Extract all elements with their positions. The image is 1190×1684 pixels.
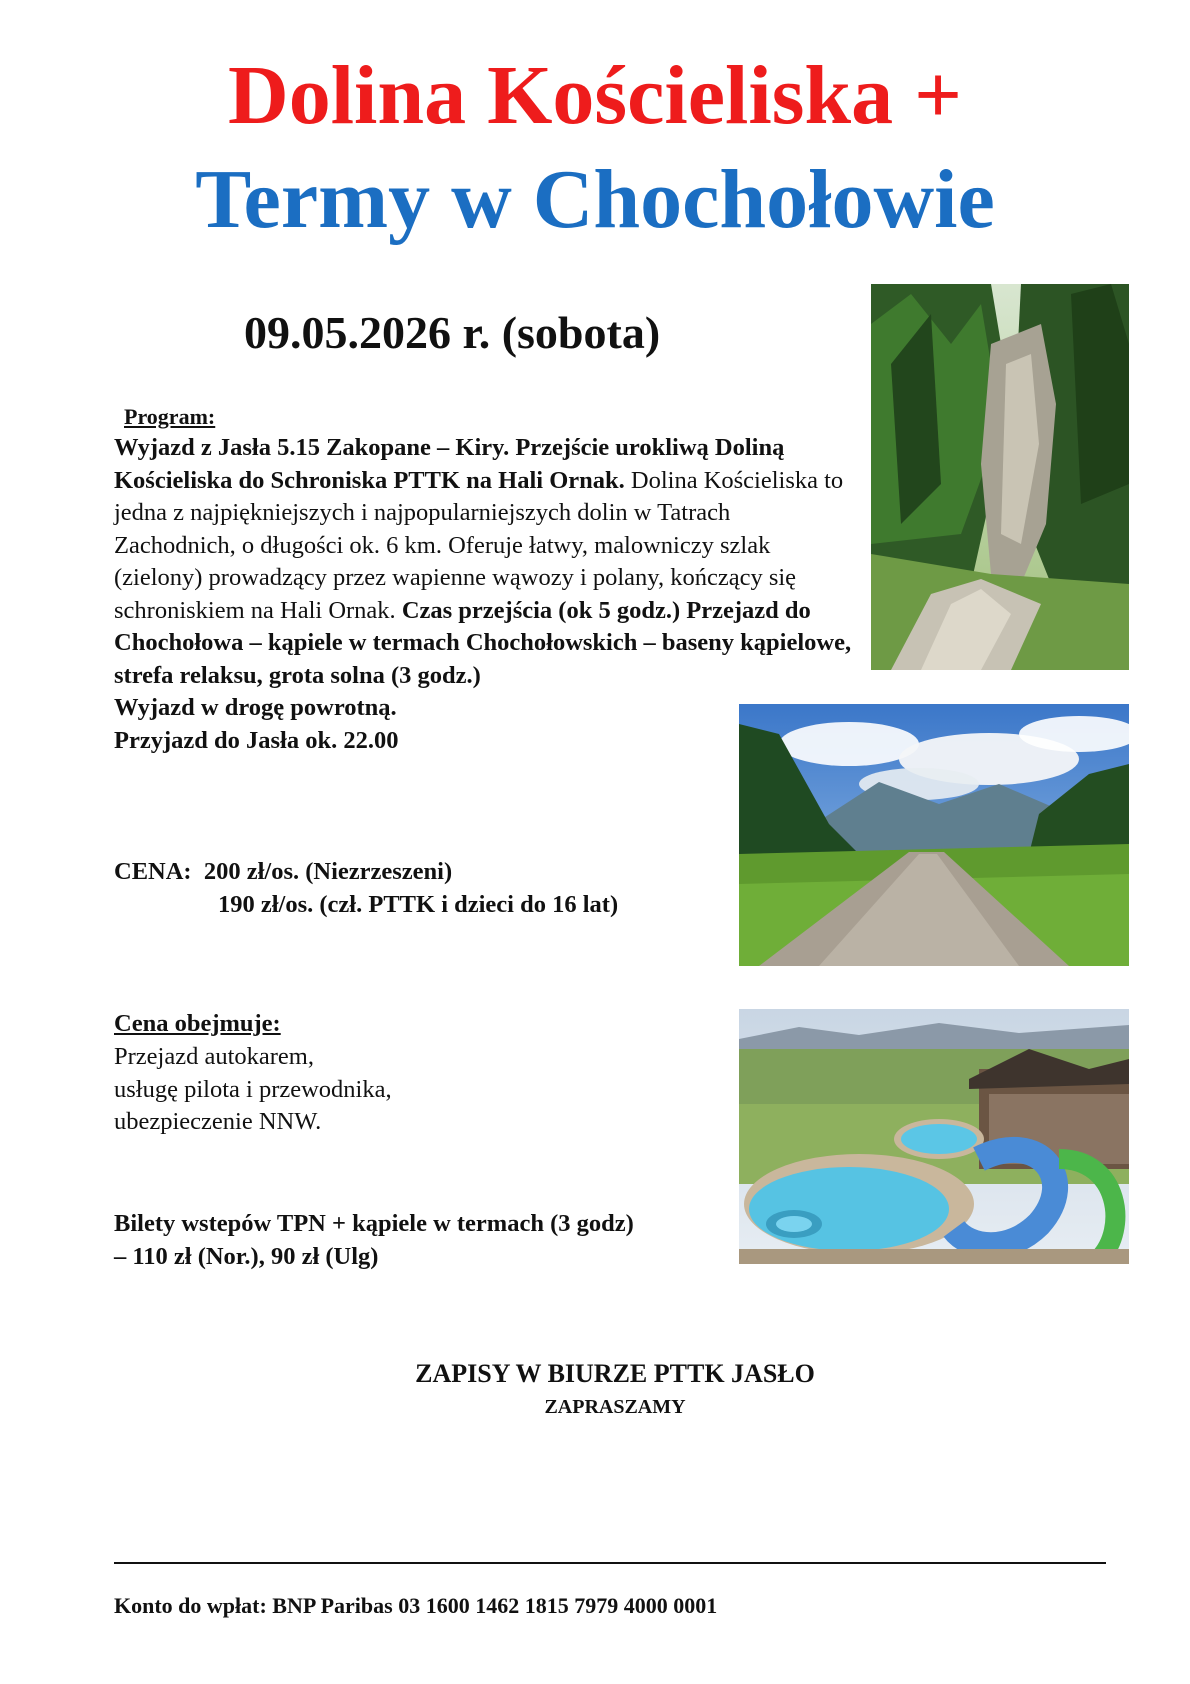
trip-date: 09.05.2026 r. (sobota) [244,307,661,358]
price-row-2: 190 zł/os. (czł. PTTK i dzieci do 16 lat) [218,890,619,918]
title-line-1: Dolina Kościeliska + [228,49,962,142]
tickets-info [114,1208,734,1273]
thermal-baths-photo [739,1009,1129,1264]
bank-account: Konto do wpłat: BNP Paribas 03 1600 1462 1815 7979 4000 0001 [114,1593,718,1618]
program-bold-2: Czas przejścia (ok 5 godz.) Przejazd do Chochołowa – kąpiele w termach Chochołowskich – baseny kąpielowe, strefa relaksu, grota solna (3 godz.) [114,596,852,689]
divider [114,1562,1106,1564]
program-arrival: Przyjazd do Jasła ok. 22.00 [114,726,399,754]
program-return: Wyjazd w drogę powrotną. [114,694,397,721]
price-regular: 200 zł/os. (Niezrzeszeni) [203,858,453,885]
includes-list [114,1041,392,1139]
price-row-1 [114,856,618,889]
includes-label: Cena obejmuje: [114,1010,281,1037]
price-label: CENA: [114,858,192,885]
enrollment-notice: ZAPISY W BIURZE PTTK JASŁO [415,1359,815,1388]
mountain-meadow-road-photo [739,704,1129,966]
tickets-line-1: Bilety wstepów TPN + kąpiele w termach (3 godz) [114,1210,634,1237]
tickets-line-2: – 110 zł (Nor.), 90 zł (Ulg) [114,1242,379,1270]
includes-item: Przejazd autokarem, [114,1043,314,1070]
title-line-2: Termy w Chochołowie [195,153,995,246]
includes-item: ubezpieczenie NNW. [114,1108,322,1135]
program-bold-1: Wyjazd z Jasła 5.15 Zakopane – Kiry. Przejście urokliwą Doliną Kościeliska do Schroniska PTTK na Hali Ornak. [114,434,785,494]
program-label: Program: [124,404,216,429]
includes-item: usługę pilota i przewodnika, [114,1075,392,1103]
forest-valley-path-photo [871,284,1129,670]
invitation: ZAPRASZAMY [544,1396,686,1418]
price-block [114,856,618,921]
program-description: Dolina Kościeliska to jedna z najpiękniejszych i najpopularniejszych dolin w Tatrach Zachodnich, o długości ok. 6 km. Oferuje łatwy, malowniczy szlak (zielony) prowadzący przez wapienne wąwozy i polany, kończący się schroniskiem na Hali Ornak. [114,466,844,624]
